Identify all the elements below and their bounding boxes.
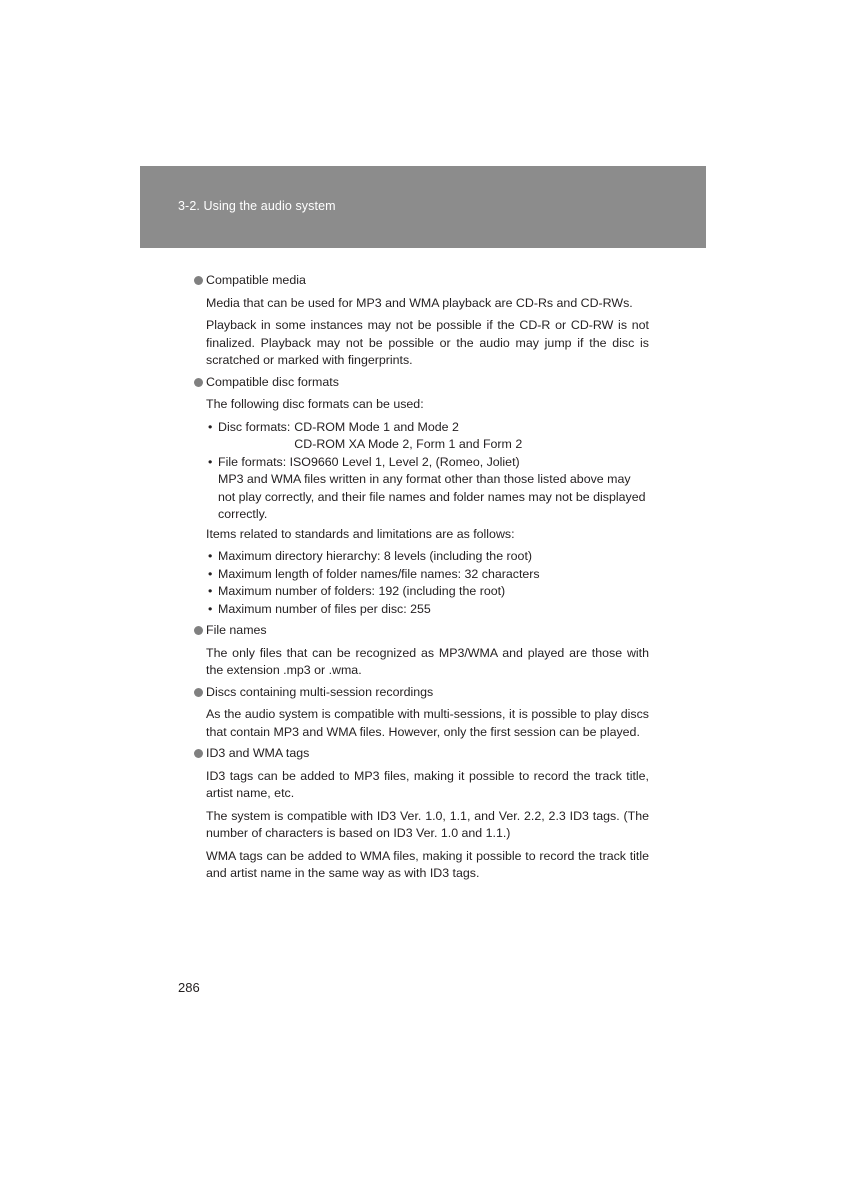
list-item-text: Maximum length of folder names/file names: 32 characters (218, 566, 540, 581)
section-heading (193, 622, 649, 640)
paragraph: WMA tags can be added to WMA files, making it possible to record the track title and artist name in the same way as with ID3 tags. (206, 848, 649, 880)
limits-list (206, 548, 649, 618)
disc-formats-list (206, 419, 649, 524)
section-heading (193, 374, 649, 392)
list-item (206, 454, 649, 524)
circle-bullet-icon (194, 276, 203, 285)
paragraph: The system is compatible with ID3 Ver. 1.0, 1.1, and Ver. 2.2, 2.3 ID3 tags. (The number of characters is based on ID3 Ver. 1.0 and 1.1.) (206, 808, 649, 840)
section-id3-wma-tags (193, 745, 649, 883)
section-header-band (140, 166, 706, 248)
list-item (206, 583, 649, 601)
section-heading (193, 684, 649, 702)
section-heading (193, 272, 649, 290)
paragraph: ID3 tags can be added to MP3 files, making it possible to record the track title, artist name, etc. (206, 768, 649, 800)
bullet-dot-icon: • (208, 419, 213, 434)
file-formats-note: MP3 and WMA files written in any format other than those listed above may not play correctly, and their file names and folder names may not be displayed correctly. (218, 472, 646, 521)
paragraph: The following disc formats can be used: (206, 397, 424, 411)
heading-text: Compatible disc formats (206, 374, 339, 389)
section-heading (193, 745, 649, 763)
list-item-text: Maximum number of folders: 192 (including the root) (218, 584, 506, 598)
paragraph: The only files that can be recognized as MP3/WMA and played are those with the extension .mp3 or .wma. (206, 645, 649, 677)
circle-bullet-icon (194, 688, 203, 697)
section-multi-session (193, 684, 649, 742)
heading-text: File names (206, 623, 267, 637)
list-item (206, 566, 649, 584)
bullet-dot-icon: • (208, 454, 213, 469)
section-title: 3-2. Using the audio system (178, 199, 336, 213)
bullet-dot-icon: • (208, 601, 213, 616)
list-item (206, 419, 649, 454)
bullet-dot-icon: • (208, 549, 213, 563)
disc-format-value: CD-ROM XA Mode 2, Form 1 and Form 2 (294, 437, 523, 451)
paragraph: Items related to standards and limitations are as follows: (206, 526, 515, 541)
heading-text: Compatible media (206, 273, 306, 287)
page-content (193, 272, 649, 887)
list-item-text: Maximum number of files per disc: 255 (218, 601, 431, 616)
section-file-names (193, 622, 649, 680)
paragraph: Playback in some instances may not be possible if the CD-R or CD-RW is not finalized. Playback may not be possible or the audio may jump if the disc is scratched or marked with fingerprints. (206, 318, 649, 367)
disc-format-value: CD-ROM Mode 1 and Mode 2 (294, 419, 459, 434)
bullet-dot-icon: • (208, 566, 213, 581)
page-number: 286 (178, 980, 200, 995)
disc-formats-label: Disc formats: (218, 419, 291, 434)
list-item (206, 548, 649, 566)
circle-bullet-icon (194, 626, 203, 635)
circle-bullet-icon (194, 378, 203, 387)
section-compatible-disc-formats (193, 374, 649, 619)
section-compatible-media (193, 272, 649, 370)
paragraph: Media that can be used for MP3 and WMA playback are CD-Rs and CD-RWs. (206, 295, 633, 310)
list-item (206, 601, 649, 619)
paragraph: As the audio system is compatible with multi-sessions, it is possible to play discs that contain MP3 and WMA files. However, only the first session can be played. (206, 707, 649, 739)
list-item-text: Maximum directory hierarchy: 8 levels (including the root) (218, 549, 533, 563)
heading-text: Discs containing multi-session recordings (206, 684, 434, 699)
heading-text: ID3 and WMA tags (206, 746, 310, 760)
file-formats-text: File formats: ISO9660 Level 1, Level 2, (Romeo, Joliet) (218, 454, 520, 469)
bullet-dot-icon: • (208, 584, 213, 598)
circle-bullet-icon (194, 749, 203, 758)
